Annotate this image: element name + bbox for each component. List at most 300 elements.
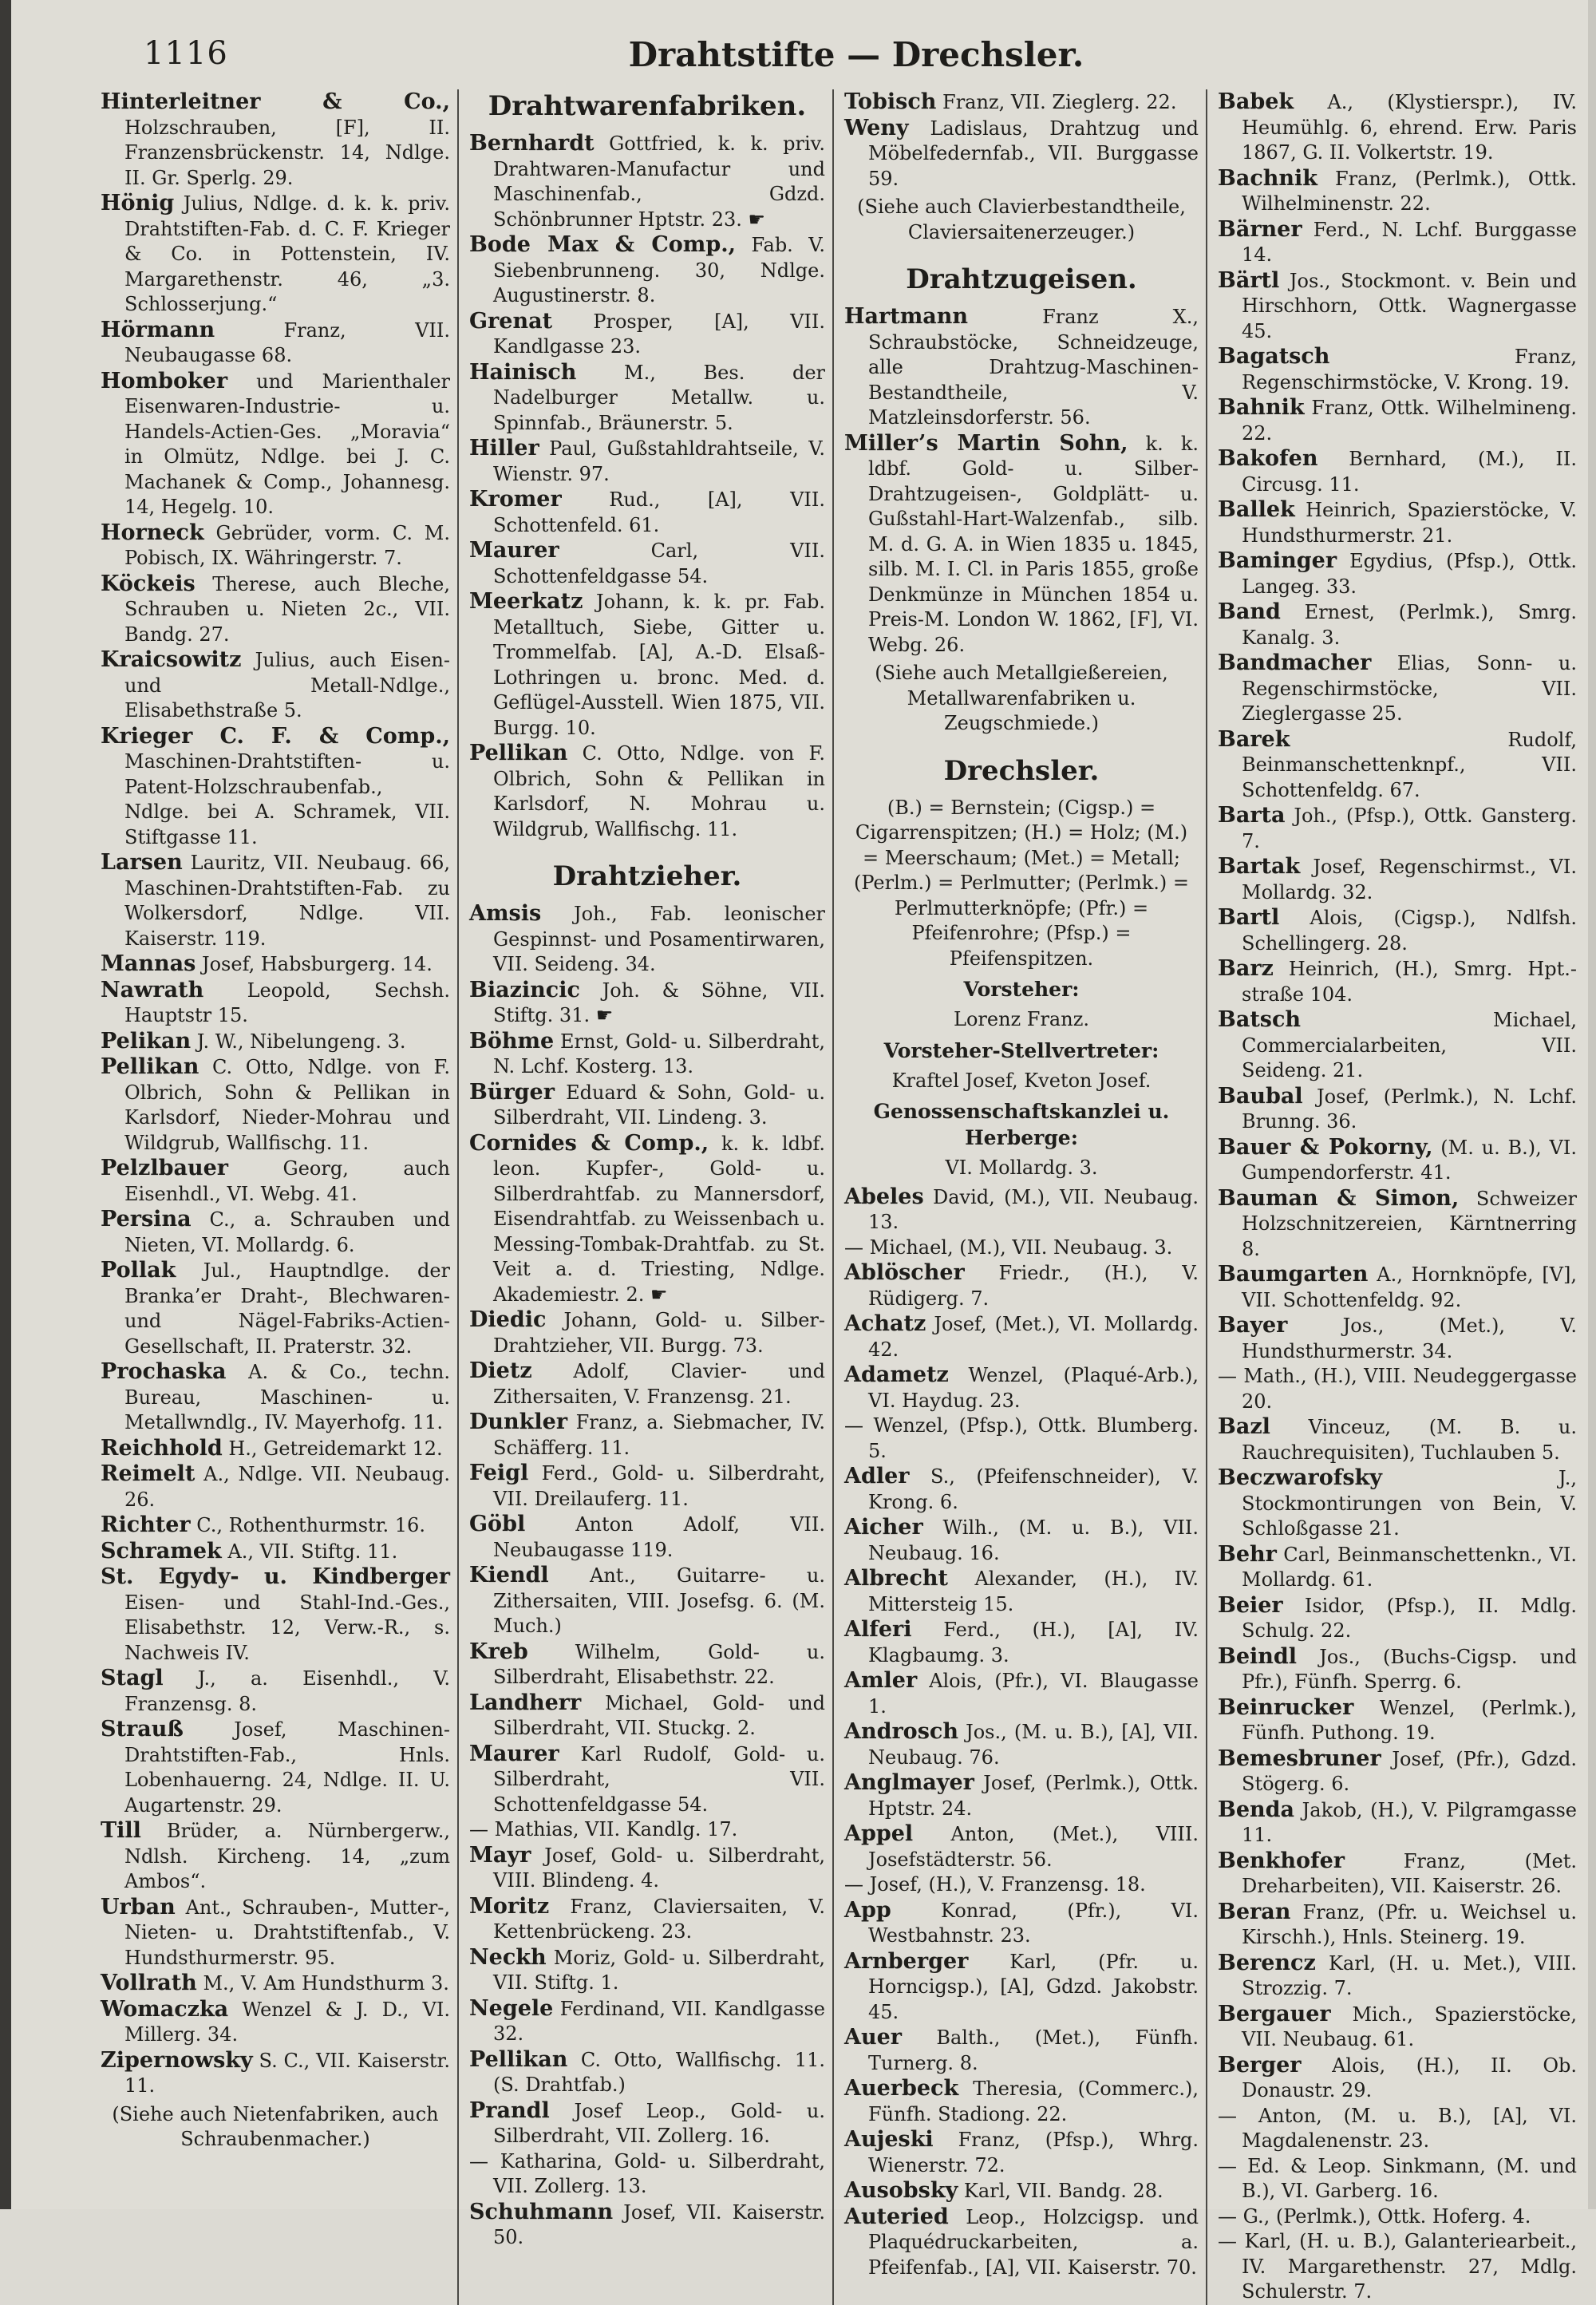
entry-name: Reimelt [101,1461,196,1486]
directory-entry [844,1566,1199,1617]
entry-details: Ferd., (H.), [A], IV. Klagbaumg. 3. [868,1619,1199,1666]
directory-entry [101,1207,450,1258]
directory-entry [844,1362,1199,1413]
directory-entry [469,309,825,360]
entry-name: Hönig [101,191,175,215]
directory-entry [844,1184,1199,1236]
directory-entry [1218,1644,1577,1695]
kanzlei-label: Genossenschaftskanzlei u. Herberge: [873,1100,1170,1149]
entry-name: Hainisch [469,359,577,385]
entry-name: Pollak [101,1258,176,1283]
page-number: 1116 [144,35,228,72]
entry-name: Albrecht [844,1566,949,1591]
entry-name: Kraicsowitz [101,647,242,672]
entry-name: Hinterleitner & Co., [101,89,450,114]
directory-entry [1218,905,1577,956]
entry-details: — G., (Perlmk.), Ottk. Hoferg. 4. [1218,2204,1531,2228]
entry-details: Schweizer Holzschnitzereien, Kärntnerring 8. [1242,1187,1577,1260]
entry-name: Miller’s Martin Sohn, [844,430,1128,456]
entry-details: Josef, Maschinen-Drahtstiften-Fab., Hnls. Lobenhauerng. 24, Ndlge. II. U. Augartenstr. 29. [124,1718,450,1817]
directory-entry [844,89,1199,116]
directory-entry [469,901,825,978]
entry-details: Josef, Regenschirmst., VI. Mollardg. 32. [1242,856,1577,903]
entry-name: Kreb [469,1639,528,1664]
entry-details: k. k. ldbf. Gold- u. Silber-Drahtzugeisen-, Goldplätt- u. Gußstahl-Hart-Walzenfab., silb. M. d. G. A. in Wien 1835 u. 1845, silb. M. I. Cl. in Paris 1855, große Denkmünze in München 1854 u. Preis-M. London W. 1862, [F], VI. Webg. 26. [868,432,1199,656]
directory-entry [844,1515,1199,1566]
entry-name: Moritz [469,1893,550,1919]
column-1 [96,89,452,2305]
directory-entry [101,2048,450,2099]
entry-details: Balth., (Met.), Fünfh. Turnerg. 8. [868,2026,1199,2074]
directory-entry [469,1945,825,1996]
entry-details: Vinceuz, (M. B. u. Rauchrequisiten), Tuchlauben 5. [1242,1416,1577,1464]
entry-name: Berger [1218,2052,1302,2078]
directory-entry [844,1719,1199,1770]
directory-entry [101,724,450,851]
entry-name: Baubal [1218,1083,1303,1109]
directory-entry [1218,854,1577,905]
entry-name: Bartak [1218,854,1301,879]
entry-name: App [844,1897,891,1923]
column-2 [464,89,827,2305]
entry-name: Auer [844,2025,902,2050]
directory-entry [1218,1414,1577,1465]
entry-details: Franz, (Perlmk.), Ottk. Wilhelminenstr. 22. [1242,167,1577,215]
entry-name: Berencz [1218,1950,1316,1975]
entry-details: Julius, Ndlge. d. k. k. priv. Drahtstiften-Fab. d. C. F. Krieger & Co. in Pottenstein, IV. Margarethenstr. 46, „3. Schlosserjung.“ [124,192,450,315]
entry-details: Karl Rudolf, Gold- u. Silberdraht, VII. Schottenfeldgasse 54. [493,1742,825,1816]
entry-name: Grenat [469,308,553,334]
directory-entry [1218,956,1577,1007]
entry-details: Josef, (Perlmk.), N. Lchf. Brunng. 36. [1242,1085,1577,1133]
entry-name: Abeles [844,1184,924,1209]
entry-details: Lauritz, VII. Neubaug. 66, Maschinen-Drahtstiften-Fab. zu Wolkersdorf, Ndlge. VII. Kaiserstr. 119. [124,852,450,950]
entry-details: — Josef, (H.), V. Franzensg. 18. [844,1873,1146,1896]
directory-entry [844,1311,1199,1362]
directory-entry [101,1156,450,1207]
entry-name: Prandl [469,2097,550,2123]
entry-details: Friedr., (H.), V. Rüdigerg. 7. [868,1262,1199,1310]
entry-details: Konrad, (Pfr.), VI. Westbahnstr. 23. [868,1899,1199,1947]
entry-details: Egydius, (Pfsp.), Ottk. Langeg. 33. [1242,550,1577,598]
directory-entry [469,2047,825,2098]
entry-details: Isidor, (Pfsp.), II. Mdlg. Schulg. 22. [1242,1594,1577,1642]
entry-name: Zipernowsky [101,2047,253,2073]
directory-entry [1218,268,1577,345]
entry-details: A., VII. Stiftg. 11. [221,1540,398,1563]
entry-details: C., Rothenthurmstr. 16. [190,1514,425,1536]
directory-entry [101,951,450,978]
entry-details: — Katharina, Gold- u. Silberdraht, VII. Zollerg. 13. [469,2149,825,2197]
entry-name: Maurer [469,538,559,563]
entry-name: Adametz [844,1362,949,1387]
directory-entry [101,520,450,571]
entry-name: Achatz [844,1311,926,1336]
entry-name: Bakofen [1218,446,1318,471]
vorsteher-name: Lorenz Franz. [954,1008,1089,1030]
entry-name: Pellikan [469,2046,568,2072]
cross-reference-note: (Siehe auch Metallgießereien, Metallwarenfabriken u. Zeugschmiede.) [875,662,1168,734]
entry-name: Feigl [469,1461,529,1485]
entry-list [469,131,825,842]
entry-details: A., (Klystierspr.), IV. Heumühlg. 6, ehrend. Erw. Paris 1867, G. II. Volkertstr. 19. [1242,91,1577,164]
entry-name: Anglmayer [844,1770,974,1795]
directory-entry [469,1512,825,1563]
entry-name: Aujeski [844,2127,934,2152]
entry-details: (M. u. B.), VI. Gumpendorferstr. 41. [1242,1136,1577,1184]
entry-details: Brüder, a. Nürnbergerw., Ndlsh. Kircheng. 14, „zum Ambos“. [124,1820,450,1892]
entry-name: St. Egydy- u. Kindberger [101,1564,450,1589]
entry-name: Hörmann [101,317,215,342]
entry-list [101,89,450,2099]
entry-details: Anton Adolf, VII. Neubaugasse 119. [493,1513,825,1561]
entry-details: Alexander, (H.), IV. Mittersteig 15. [868,1568,1199,1615]
entry-name: Ausobsky [844,2178,958,2203]
directory-entry [1218,548,1577,599]
entry-name: Baumgarten [1218,1262,1369,1287]
entry-details: David, (M.), VII. Neubaug. 13. [868,1185,1199,1233]
page-gutter-shadow [0,0,11,2209]
entry-name: Ballek [1218,497,1295,522]
entry-name: Amler [844,1668,918,1693]
column-4 [1213,89,1578,2305]
entry-name: Pellikan [101,1054,200,1079]
directory-entry [469,538,825,589]
directory-entry [101,191,450,318]
entry-name: Bahnik [1218,395,1305,420]
directory-entry [844,1949,1199,2026]
entry-name: Barta [1218,803,1286,828]
entry-name: Bärtl [1218,267,1280,293]
entry-name: Bürger [469,1079,555,1105]
directory-entry [1218,344,1577,395]
directory-entry [469,2200,825,2251]
entry-details: Josef Leop., Gold- u. Silberdraht, VII. Zollerg. 16. [493,2099,825,2147]
entry-name: Womaczka [101,1996,229,2022]
entry-details: Jos., (Buchs-Cigsp. und Pfr.), Fünfh. Sperrg. 6. [1242,1645,1577,1693]
directory-entry [844,1770,1199,1821]
directory-entry [101,89,450,191]
directory-entry [469,1843,825,1894]
entry-details: Franz, (Pfr. u. Weichsel u. Kirschh.), Hnls. Steinerg. 19. [1242,1900,1577,1948]
entry-name: Beczwarofsky [1218,1465,1382,1490]
entry-details: Ernst, Gold- u. Silberdraht, N. Lchf. Kosterg. 13. [493,1030,825,1077]
entry-details: Julius, auch Eisen- und Metall-Ndlge., Elisabethstraße 5. [124,649,450,722]
entry-details: Michael, Commercialarbeiten, VII. Seideng. 21. [1242,1009,1577,1081]
directory-entry [469,1080,825,1131]
directory-entry [469,1461,825,1512]
directory-entry [469,1358,825,1409]
running-head: Drahtstifte — Drechsler. [628,35,1084,74]
entry-name: Dunkler [469,1409,568,1434]
entry-name: Larsen [101,850,183,875]
entry-details: Karl, (Pfr. u. Horncigsp.), [A], Gdzd. Jakobstr. 45. [868,1950,1199,2023]
entry-name: Bazl [1218,1414,1270,1439]
directory-entry [469,2098,825,2149]
entry-details: Bernhard, (M.), II. Circusg. 11. [1242,448,1577,496]
directory-entry [1218,1848,1577,1900]
directory-entry [101,1564,450,1666]
entry-list [844,304,1199,658]
entry-details: Joh. & Söhne, VII. Stiftg. 31. ☛ [493,979,825,1026]
entry-details: Josef, Gold- u. Silberdraht, VIII. Blindeng. 4. [493,1844,825,1892]
entry-name: Bernhardt [469,131,595,156]
entry-details: k. k. ldbf. leon. Kupfer-, Gold- u. Silberdrahtfab. zu Mannersdorf, Eisendrahtfab. zu Weissenbach u. Messing-Tombak-Drahtfab. zu St. Veit a. d. Triesting, Ndlge. Akademiestr. 2. ☛ [493,1132,825,1306]
entry-name: Beier [1218,1592,1283,1618]
directory-entry [101,978,450,1029]
directory-entry [1218,1465,1577,1542]
entry-details: Josef, (Met.), VI. Mollardg. 42. [868,1313,1199,1361]
entry-name: Barz [1218,956,1274,981]
directory-entry [844,2076,1199,2127]
directory-entry [844,1617,1199,1668]
entry-details: — Math., (H.), VIII. Neudeggergasse 20. [1218,1365,1577,1413]
section-heading-drahtzieher: Drahtzieher. [552,860,742,892]
directory-entry [101,1054,450,1156]
entry-name: Hiller [469,436,539,461]
entry-name: Bärner [1218,216,1302,242]
entry-name: Babek [1218,89,1294,114]
entry-details: Jos., (M. u. B.), [A], VII. Neubaug. 76. [868,1721,1199,1769]
entry-name: Köckeis [101,571,196,596]
entry-name: Bachnik [1218,165,1317,191]
entry-details: Karl, VII. Bandg. 28. [958,2180,1163,2202]
directory-entry [844,1464,1199,1515]
entry-details: Franz, Regenschirmstöcke, V. Krong. 19. [1242,346,1577,393]
entry-details: Wenzel, (Perlmk.), Fünfh. Puthong. 19. [1242,1696,1577,1744]
entry-details: Joh., (Pfsp.), Ottk. Gansterg. 7. [1242,805,1577,852]
entry-name: Krieger C. F. & Comp., [101,723,450,749]
directory-entry [469,360,825,437]
entry-details: Franz, Ottk. Wilhelmineng. 22. [1242,397,1577,445]
entry-details: M., Bes. der Nadelburger Metallw. u. Spinnfab., Bräunerstr. 5. [493,361,825,434]
directory-entry [1218,217,1577,268]
entry-details: Wenzel, (Plaqué-Arb.), VI. Haydug. 23. [868,1364,1199,1412]
entry-name: Pelzlbauer [101,1156,229,1180]
directory-entry [844,1821,1199,1872]
section-heading-drechsler: Drechsler. [943,754,1100,787]
entry-details: Ant., Schrauben-, Mutter-, Nieten- u. Drahtstiftenfab., V. Hundsthurmerstr. 95. [124,1896,450,1969]
directory-entry [1218,89,1577,166]
entry-details: — Karl, (H. u. B.), Galanteriearbeit., IV. Margarethenstr. 27, Mdlg. Schulerstr. 7. [1218,2230,1577,2303]
directory-entry [101,1895,450,1971]
entry-name: Meerkatz [469,589,583,614]
entry-list [844,89,1199,192]
kanzlei-address: VI. Mollardg. 3. [945,1156,1098,1179]
directory-entry [844,1236,1199,1261]
directory-entry [1218,166,1577,217]
entry-name: Batsch [1218,1007,1302,1032]
directory-entry [1218,1084,1577,1135]
vorsteher-label: Vorsteher: [963,978,1080,1001]
directory-entry [469,1639,825,1690]
entry-details: S. C., VII. Kaiserstr. 11. [124,2049,450,2097]
entry-details: C. Otto, Ndlge. von F. Olbrich, Sohn & Pellikan in Karlsdorf, N. Mohrau u. Wildgrub, Wallfischg. 11. [493,742,825,840]
directory-entry [101,1666,450,1717]
directory-entry [1218,395,1577,446]
directory-entry [1218,727,1577,804]
entry-name: Landherr [469,1690,582,1715]
directory-entry [1218,1593,1577,1644]
entry-name: Aicher [844,1515,923,1540]
entry-name: Nawrath [101,977,204,1002]
entry-details: Alois, (H.), II. Ob. Donaustr. 29. [1242,2054,1577,2101]
directory-entry [101,850,450,951]
entry-details: Michael, Gold- und Silberdraht, VII. Stuckg. 2. [493,1691,825,1739]
entry-name: Horneck [101,520,204,545]
entry-details: — Wenzel, (Pfsp.), Ottk. Blumberg. 5. [844,1414,1199,1462]
entry-details: Elias, Sonn- u. Regenschirmstöcke, VII. Zieglergasse 25. [1242,652,1577,725]
directory-entry [101,1029,450,1055]
directory-entry [1218,2053,1577,2104]
directory-entry [101,1359,450,1436]
directory-entry [101,1717,450,1818]
abbreviation-legend: (B.) = Bernstein; (Cigsp.) = Cigarrenspitzen; (H.) = Holz; (M.) = Meerschaum; (Met.) = Metall; (Perlm.) = Perlmutter; (Perlmk.) = Perlmutterknöpfe; (Pfr.) = Pfeifenrohre; (Pfsp.) = Pfeifenspitzen. [853,796,1190,970]
directory-entry [1218,599,1577,650]
entry-name: Adler [844,1464,910,1489]
entry-details: Franz X., Schraubstöcke, Schneidzeuge, alle Drahtzug-Maschinen-Bestandtheile, V. Matzleinsdorferstr. 56. [868,306,1199,429]
entry-name: Richter [101,1512,191,1537]
directory-entry [844,1260,1199,1311]
directory-entry [844,1898,1199,1949]
entry-details: Wenzel & J. D., VI. Millerg. 34. [124,1998,450,2046]
directory-entry [1218,1695,1577,1746]
directory-entry [469,1742,825,1818]
entry-name: Hartmann [844,304,969,329]
entry-details: — Anton, (M. u. B.), [A], VI. Magdalenenstr. 23. [1218,2104,1577,2152]
entry-details: Alois, (Pfr.), VI. Blaugasse 1. [868,1670,1199,1718]
entry-name: Maurer [469,1741,559,1766]
entry-details: Eisen- und Stahl-Ind.-Ges., Elisabethstr. 12, Verw.-R., s. Nachweis IV. [124,1591,450,1664]
entry-details: Ferd., Gold- u. Silberdraht, VII. Dreilauferg. 11. [493,1462,825,1510]
directory-entry [101,1461,450,1512]
entry-name: Bergauer [1218,2001,1331,2026]
entry-name: Göbl [469,1512,526,1536]
entry-details: Rud., [A], VII. Schottenfeld. 61. [493,488,825,536]
entry-name: Ablöscher [844,1260,965,1285]
directory-entry [844,304,1199,431]
directory-entry [844,2127,1199,2178]
entry-details: Gottfried, k. k. priv. Drahtwaren-Manufactur und Maschinenfab., Gdzd. Schönbrunner Hptstr. 23. ☛ [493,132,825,231]
cross-reference-note: (Siehe auch Nietenfabriken, auch Schraubenmacher.) [112,2102,439,2150]
directory-entry [101,1539,450,1565]
entry-details: Ernest, (Perlmk.), Smrg. Kanalg. 3. [1242,601,1577,649]
entry-details: Rudolf, Beinmanschettenknpf., VII. Schottenfeldg. 67. [1242,728,1577,801]
entry-list [844,1184,1199,2281]
entry-name: Weny [844,115,909,140]
directory-entry [1218,650,1577,727]
directory-entry [101,1512,450,1539]
directory-entry [469,131,825,232]
entry-details: — Michael, (M.), VII. Neubaug. 3. [844,1236,1173,1259]
entry-details: Franz, (Met. Dreharbeiten), VII. Kaiserstr. 26. [1242,1849,1577,1897]
entry-name: Pelikan [101,1028,192,1054]
entry-details: C., a. Schrauben und Nieten, VI. Mollardg. 6. [124,1208,450,1256]
entry-details: Johann, Gold- u. Silber-Drahtzieher, VII. Burgg. 73. [493,1309,825,1357]
entry-name: Auteried [844,2204,949,2229]
directory-entry [469,1894,825,1945]
entry-details: Gebrüder, vorm. C. M. Pobisch, IX. Währingerstr. 7. [124,521,450,569]
entry-name: Bagatsch [1218,344,1330,369]
directory-entry [844,1413,1199,1464]
directory-entry [1218,803,1577,854]
entry-name: Benda [1218,1797,1295,1822]
entry-details: C. Otto, Ndlge. von F. Olbrich, Sohn & Pellikan in Karlsdorf, Nieder-Mohrau und Wildgrub, Wallfischg. 11. [124,1056,450,1154]
entry-details: J., a. Eisenhdl., V. Franzensg. 8. [124,1667,450,1715]
directory-entry [844,2025,1199,2076]
directory-entry [844,1668,1199,1719]
entry-name: Strauß [101,1717,184,1742]
entry-name: Vollrath [101,1971,197,1995]
entry-name: Reichhold [101,1435,223,1461]
directory-entry [469,436,825,487]
entry-name: Dietz [469,1358,532,1383]
entry-details: A., Ndlge. VII. Neubaug. 26. [124,1463,450,1511]
entry-details: Ferd., N. Lchf. Burggasse 14. [1242,218,1577,266]
directory-entry [1218,1364,1577,1414]
directory-entry [469,1029,825,1080]
entry-name: Bayer [1218,1313,1288,1338]
directory-entry [101,1818,450,1895]
entry-details: Mich., Spazierstöcke, VII. Neubaug. 61. [1242,2003,1577,2050]
entry-details: Ladislaus, Drahtzug und Möbelfedernfab., VII. Burggasse 59. [868,117,1199,190]
entry-name: Negele [469,1995,554,2021]
entry-details: C. Otto, Wallfischg. 11. (S. Drahtfab.) [493,2048,825,2096]
entry-details: Moriz, Gold- u. Silberdraht, VII. Stiftg. 1. [493,1946,825,1994]
entry-details: S., (Pfeifenschneider), V. Krong. 6. [868,1465,1199,1513]
entry-list [1218,89,1577,2305]
entry-details: — Mathias, VII. Kandlg. 17. [469,1818,738,1840]
directory-entry [844,1872,1199,1898]
directory-entry [844,116,1199,192]
entry-name: Schuhmann [469,2199,614,2224]
directory-entry [469,741,825,842]
entry-name: Barek [1218,726,1290,752]
entry-name: Appel [844,1821,914,1846]
entry-name: Androsch [844,1719,958,1744]
directory-entry [101,1997,450,2048]
entry-name: Bode Max & Comp., [469,232,737,257]
entry-name: Urban [101,1894,176,1920]
entry-details: Johann, k. k. pr. Fab. Metalltuch, Siebe, Gitter u. Trommelfab. [A], A.-D. Elsaß-Lothringen u. bronc. Med. d. Geflügel-Ausstell. Wien 1875, VII. Burgg. 10. [493,591,825,739]
entry-details: Josef, (Pfr.), Gdzd. Stögerg. 6. [1242,1747,1577,1795]
entry-details: Therese, auch Bleche, Schrauben u. Nieten 2c., VII. Bandg. 27. [124,572,450,646]
entry-details: Heinrich, Spazierstöcke, V. Hundsthurmerstr. 21. [1242,499,1577,547]
entry-details: Prosper, [A], VII. Kandlgasse 23. [493,310,825,358]
entry-details: Franz, (Pfsp.), Whrg. Wienerstr. 72. [868,2129,1199,2177]
entry-details: A., Hornknöpfe, [V], VII. Schottenfeldg. 92. [1242,1263,1577,1311]
directory-entry [101,318,450,369]
entry-name: Böhme [469,1028,555,1054]
entry-name: Tobisch [844,89,937,114]
directory-entry [469,1817,825,1843]
entry-details: Ferdinand, VII. Kandlgasse 32. [493,1997,825,2045]
entry-name: Neckh [469,1944,547,1970]
entry-name: Beinrucker [1218,1694,1354,1720]
directory-entry [469,1131,825,1308]
entry-details: Karl, (H. u. Met.), VIII. Strozzig. 7. [1242,1951,1577,1999]
entry-details: Josef, (Perlmk.), Ottk. Hptstr. 24. [868,1772,1199,1820]
directory-entry [1218,2002,1577,2053]
entry-name: Beindl [1218,1643,1298,1669]
directory-entry [1218,1007,1577,1084]
entry-details: Franz, Claviersaiten, V. Kettenbrückeng. 23. [493,1895,825,1943]
entry-details: Maschinen-Drahtstiften- u. Patent-Holzschraubenfab., Ndlge. bei A. Schramek, VII. Stiftgasse 11. [124,750,450,848]
page-header [144,35,1569,81]
entry-details: J., Stockmontirungen von Bein, V. Schloßgasse 21. [1242,1467,1577,1540]
directory-entry [101,1971,450,1997]
directory-entry [469,1409,825,1461]
